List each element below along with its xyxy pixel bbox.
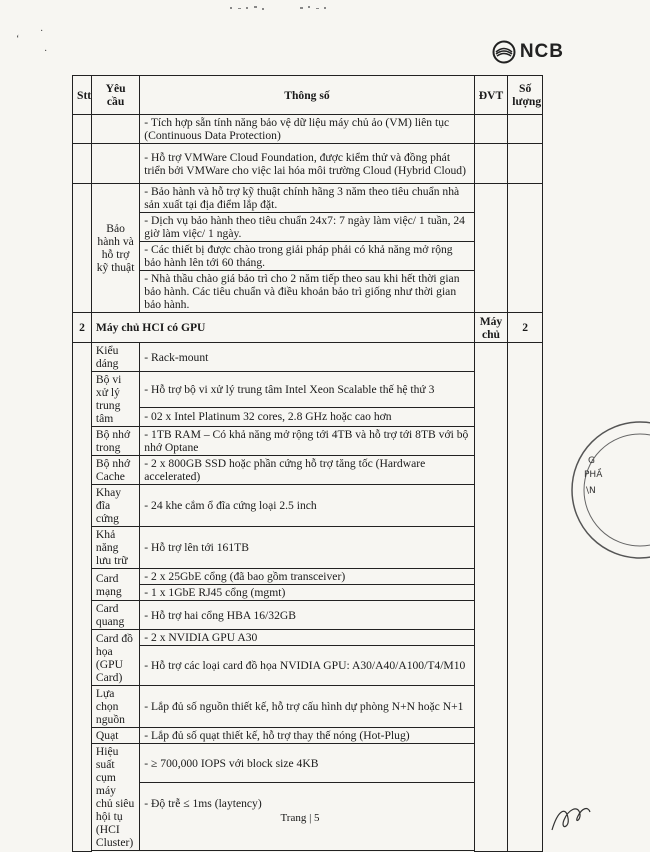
table-row <box>73 242 543 271</box>
row-label: Lựa chọn nguồn <box>91 686 139 728</box>
table-row <box>73 372 543 408</box>
row-label: Card đồ họa (GPU Card) <box>91 630 139 686</box>
spec-cell: - 1 x 1GbE RJ45 cổng (mgmt) <box>140 585 474 601</box>
header-row <box>73 76 543 115</box>
row-label: Quạt <box>91 728 139 744</box>
table-row <box>73 115 543 144</box>
spec-cell: - 24 khe cắm ổ đĩa cứng loại 2.5 inch <box>140 485 474 527</box>
table-row <box>73 213 543 242</box>
table-row <box>73 569 543 585</box>
spec-cell: - Rack-mount <box>140 343 474 372</box>
table-row <box>73 485 543 527</box>
header-stt: Stt <box>73 76 92 115</box>
item-stt: 2 <box>73 313 92 343</box>
spec-table <box>72 75 543 852</box>
spec-cell: - 2 x 800GB SSD hoặc phần cứng hỗ trợ tăng tốc (Hardware accelerated) <box>140 456 474 485</box>
table-row <box>73 728 543 744</box>
svg-text:G: G <box>588 456 595 466</box>
table-row <box>73 427 543 456</box>
header-dvt: ĐVT <box>474 76 508 115</box>
scan-dot: ‘ <box>16 34 20 45</box>
spec-cell: - Tích hợp sẵn tính năng bảo vệ dữ liệu máy chủ ảo (VM) liên tục (Continuous Data Protection) <box>140 115 474 144</box>
row-label: Khả năng lưu trữ <box>91 527 139 569</box>
table-row <box>73 271 543 313</box>
ncb-logo-icon <box>492 40 516 64</box>
header-thong-so: Thông số <box>140 76 474 115</box>
item-name: Máy chủ HCI có GPU <box>91 313 474 343</box>
table-row <box>73 144 543 184</box>
table-row <box>73 601 543 630</box>
spec-cell: - 2 x NVIDIA GPU A30 <box>140 630 474 646</box>
table-row <box>73 744 543 783</box>
header-yeu-cau: Yêu cầu <box>91 76 139 115</box>
row-label: Hiệu suất cụm máy chủ siêu hội tụ (HCI Cluster) <box>91 744 139 851</box>
row-label: Bộ nhớ Cache <box>91 456 139 485</box>
spec-cell: - 02 x Intel Platinum 32 cores, 2.8 GHz hoặc cao hơn <box>140 407 474 426</box>
table-row <box>73 851 543 852</box>
spec-cell: - 2 x 25GbE cổng (đã bao gồm transceiver) <box>140 569 474 585</box>
item-dvt: Máy chủ <box>474 313 508 343</box>
table-row <box>73 343 543 372</box>
row-label: Bộ vi xử lý trung tâm <box>91 372 139 427</box>
row-label: Khay đĩa cứng <box>91 485 139 527</box>
scan-artifact <box>220 0 370 8</box>
item-row <box>73 313 543 343</box>
row-label: Kiểu dáng <box>91 343 139 372</box>
table-row <box>73 585 543 601</box>
spec-cell: - ≥ 700,000 IOPS với block size 4KB <box>140 744 474 783</box>
row-label: Bộ nhớ trong <box>91 427 139 456</box>
spec-cell: - Lắp đủ số nguồn thiết kế, hỗ trợ cấu hình dự phòng N+N hoặc N+1 <box>140 686 474 728</box>
table-row <box>73 184 543 213</box>
spec-cell: - Độ trễ ≤ 1ms (laytency) <box>140 783 474 851</box>
row-label: Card quang <box>91 601 139 630</box>
page-number: Trang | 5 <box>280 812 320 824</box>
table-row <box>73 851 543 852</box>
logo-text: NCB <box>519 41 564 62</box>
table-row <box>73 527 543 569</box>
spec-cell: - Bảo hành và hỗ trợ kỹ thuật chính hãng 3 năm theo tiêu chuẩn nhà sản xuất tại địa điểm lắp đặt. <box>140 184 474 213</box>
company-stamp <box>570 375 650 605</box>
spec-cell: - Hỗ trợ hai cổng HBA 16/32GB <box>140 601 474 630</box>
spec-cell: - 1TB RAM – Có khả năng mở rộng tới 4TB và hỗ trợ tới 8TB với bộ nhớ Optane <box>140 427 474 456</box>
svg-text:PHẦ: PHẦ <box>584 470 603 480</box>
spec-cell: - Các thiết bị được chào trong giải pháp phải có khả năng mở rộng bảo hành lên tới 60 tháng. <box>140 242 474 271</box>
table-row <box>73 407 543 426</box>
header-so-luong: Số lượng <box>508 76 543 115</box>
spec-cell: - Hỗ trợ các loại card đồ họa NVIDIA GPU: A30/A40/A100/T4/M10 <box>140 646 474 686</box>
table-row <box>73 630 543 646</box>
table-row <box>73 686 543 728</box>
svg-text:\N: \N <box>586 486 596 496</box>
row-label: Card mạng <box>91 569 139 601</box>
table-row <box>73 456 543 485</box>
ncb-logo <box>492 40 564 64</box>
spec-cell: - Hỗ trợ VMWare Cloud Foundation, được kiểm thử và đồng phát triển bởi VMWare cho việc lai hóa môi trường Cloud (Hybrid Cloud) <box>140 144 474 184</box>
spec-cell: - Hỗ trợ lên tới 161TB <box>140 527 474 569</box>
spec-cell: - Dịch vụ bảo hành theo tiêu chuẩn 24x7: 7 ngày làm việc/ 1 tuần, 24 giờ làm việc/ 1 ngày. <box>140 213 474 242</box>
warranty-label: Bảo hành và hỗ trợ kỹ thuật <box>91 184 139 313</box>
spec-cell: - Lắp đủ số quạt thiết kế, hỗ trợ thay thế nóng (Hot-Plug) <box>140 728 474 744</box>
spec-cell: - Nhà thầu chào giá bảo trì cho 2 năm tiếp theo sau khi hết thời gian bảo hành. Các tiêu chuẩn và điều khoản bảo trì giống như thời gian bảo hành. <box>140 271 474 313</box>
spec-cell: - Hỗ trợ bộ vi xử lý trung tâm Intel Xeon Scalable thế hệ thứ 3 <box>140 372 474 408</box>
item-qty: 2 <box>508 313 543 343</box>
scan-dot: · <box>40 26 44 37</box>
scan-dot: · <box>44 46 48 57</box>
table-row <box>73 646 543 686</box>
